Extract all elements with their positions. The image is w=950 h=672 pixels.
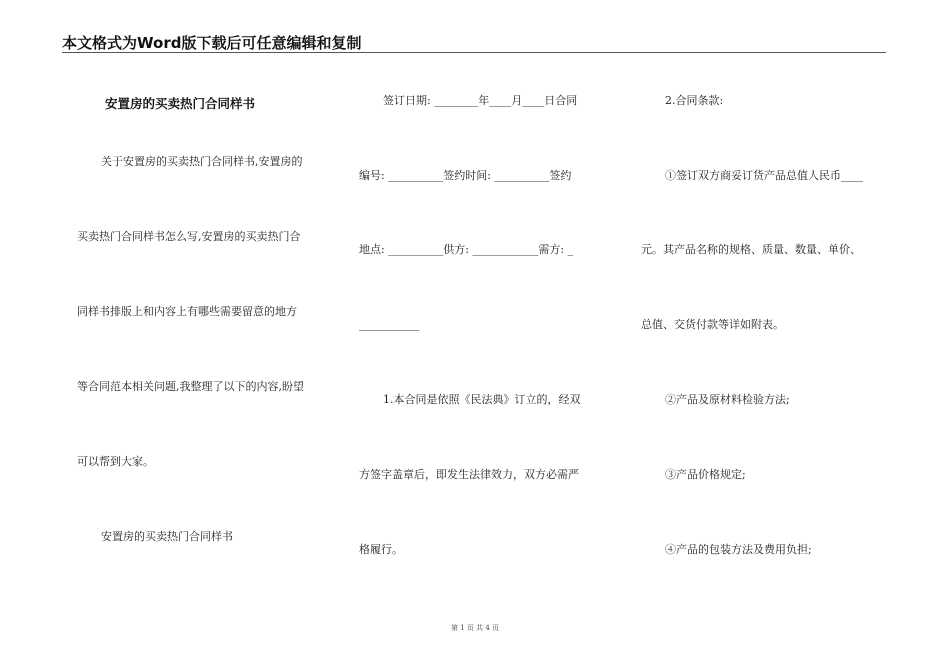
page-header-title: 本文格式为Word版下载后可任意编辑和复制	[62, 34, 362, 52]
middle-paragraph-line: 签订日期: ________年____月____日合同	[383, 94, 578, 107]
document-title: 安置房的买卖热门合同样书	[105, 96, 256, 111]
right-paragraph-line: ④产品的包装方法及费用负担;	[665, 543, 812, 556]
middle-paragraph-line: 格履行。	[359, 543, 403, 556]
left-paragraph-line: 等合同范本相关问题,我整理了以下的内容,盼望	[77, 380, 304, 393]
right-paragraph-line: 元。其产品名称的规格、质量、数量、单价、	[641, 243, 861, 256]
middle-paragraph-line: 1.本合同是依照《民法典》订立的，经双	[383, 393, 581, 406]
right-paragraph-line: 2.合同条款:	[665, 94, 724, 107]
left-paragraph-line: 关于安置房的买卖热门合同样书,安置房的	[101, 155, 303, 168]
right-paragraph-line: ①签订双方商妥订货产品总值人民币____	[665, 169, 863, 182]
page-number-footer: 第 1 页 共 4 页	[450, 624, 500, 632]
middle-paragraph-line: ___________	[359, 318, 420, 331]
right-paragraph-line: ②产品及原材料检验方法;	[665, 393, 790, 406]
left-paragraph-line: 买卖热门合同样书怎么写,安置房的买卖热门合	[77, 230, 301, 243]
left-paragraph-line: 同样书排版上和内容上有哪些需要留意的地方	[77, 305, 297, 318]
header-divider	[62, 52, 886, 53]
left-paragraph-line: 可以帮到大家。	[77, 455, 154, 468]
right-paragraph-line: ③产品价格规定;	[665, 468, 746, 481]
middle-paragraph-line: 方签字盖章后，即发生法律效力，双方必需严	[359, 468, 579, 481]
right-paragraph-line: 总值、交货付款等详如附表。	[641, 318, 784, 331]
middle-paragraph-line: 地点: __________供方: ____________需方: _	[359, 243, 574, 256]
left-subtitle: 安置房的买卖热门合同样书	[101, 530, 233, 543]
middle-paragraph-line: 编号: __________签约时间: __________签约	[359, 169, 572, 182]
